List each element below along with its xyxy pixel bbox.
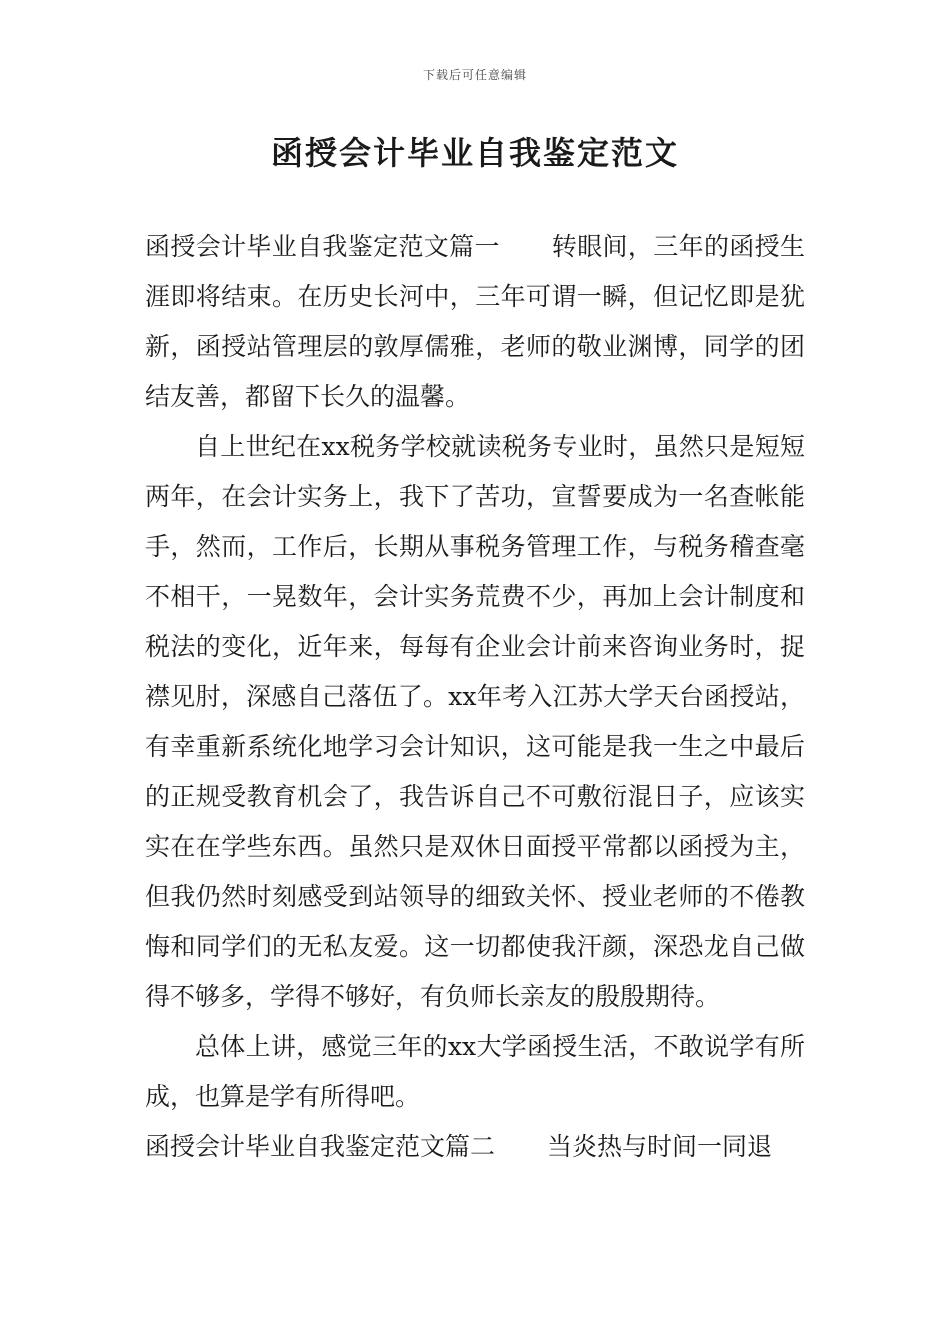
document-body: [145, 222, 805, 1172]
paragraph-study-history: [145, 422, 805, 1022]
header-note: 下载后可任意编辑: [422, 68, 527, 82]
paragraph-text: 转眼间，三年的函授生涯即将结束。在历史长河中，三年可谓一瞬，但记忆即是犹新，函授站管理层的敦厚儒雅，老师的敬业渊博，同学的团结友善，都留下长久的温馨。: [145, 232, 805, 411]
paragraph-text: 总体上讲，感觉三年的xx大学函授生活，不敢说学有所成，也算是学有所得吧。: [145, 1032, 805, 1111]
paragraph-text: 当炎热与时间一同退: [547, 1132, 773, 1161]
paragraph-section-two: [145, 1122, 805, 1172]
paragraph-section-one: [145, 222, 805, 422]
paragraph-text: 自上世纪在xx税务学校就读税务专业时，虽然只是短短两年，在会计实务上，我下了苦功，宣誓要成为一名查帐能手，然而，工作后，长期从事税务管理工作，与税务稽查毫不相干，一晃数年，会计实务荒费不少，再加上会计制度和税法的变化，近年来，每每有企业会计前来咨询业务时，捉襟见肘，深感自己落伍了。xx年考入江苏大学天台函授站，有幸重新系统化地学习会计知识，这可能是我一生之中最后的正规受教育机会了，我告诉自己不可敷衍混日子，应该实实在在学些东西。虽然只是双休日面授平常都以函授为主，但我仍然时刻感受到站领导的细致关怀、授业老师的不倦教悔和同学们的无私友爱。这一切都使我汗颜，深恐龙自己做得不够多，学得不够好，有负师长亲友的殷殷期待。: [145, 432, 805, 1011]
document-title: 函授会计毕业自我鉴定范文: [270, 134, 679, 172]
paragraph-summary: [145, 1022, 805, 1122]
section-heading: 函授会计毕业自我鉴定范文篇一: [145, 232, 500, 261]
section-heading: 函授会计毕业自我鉴定范文篇二: [145, 1132, 496, 1161]
